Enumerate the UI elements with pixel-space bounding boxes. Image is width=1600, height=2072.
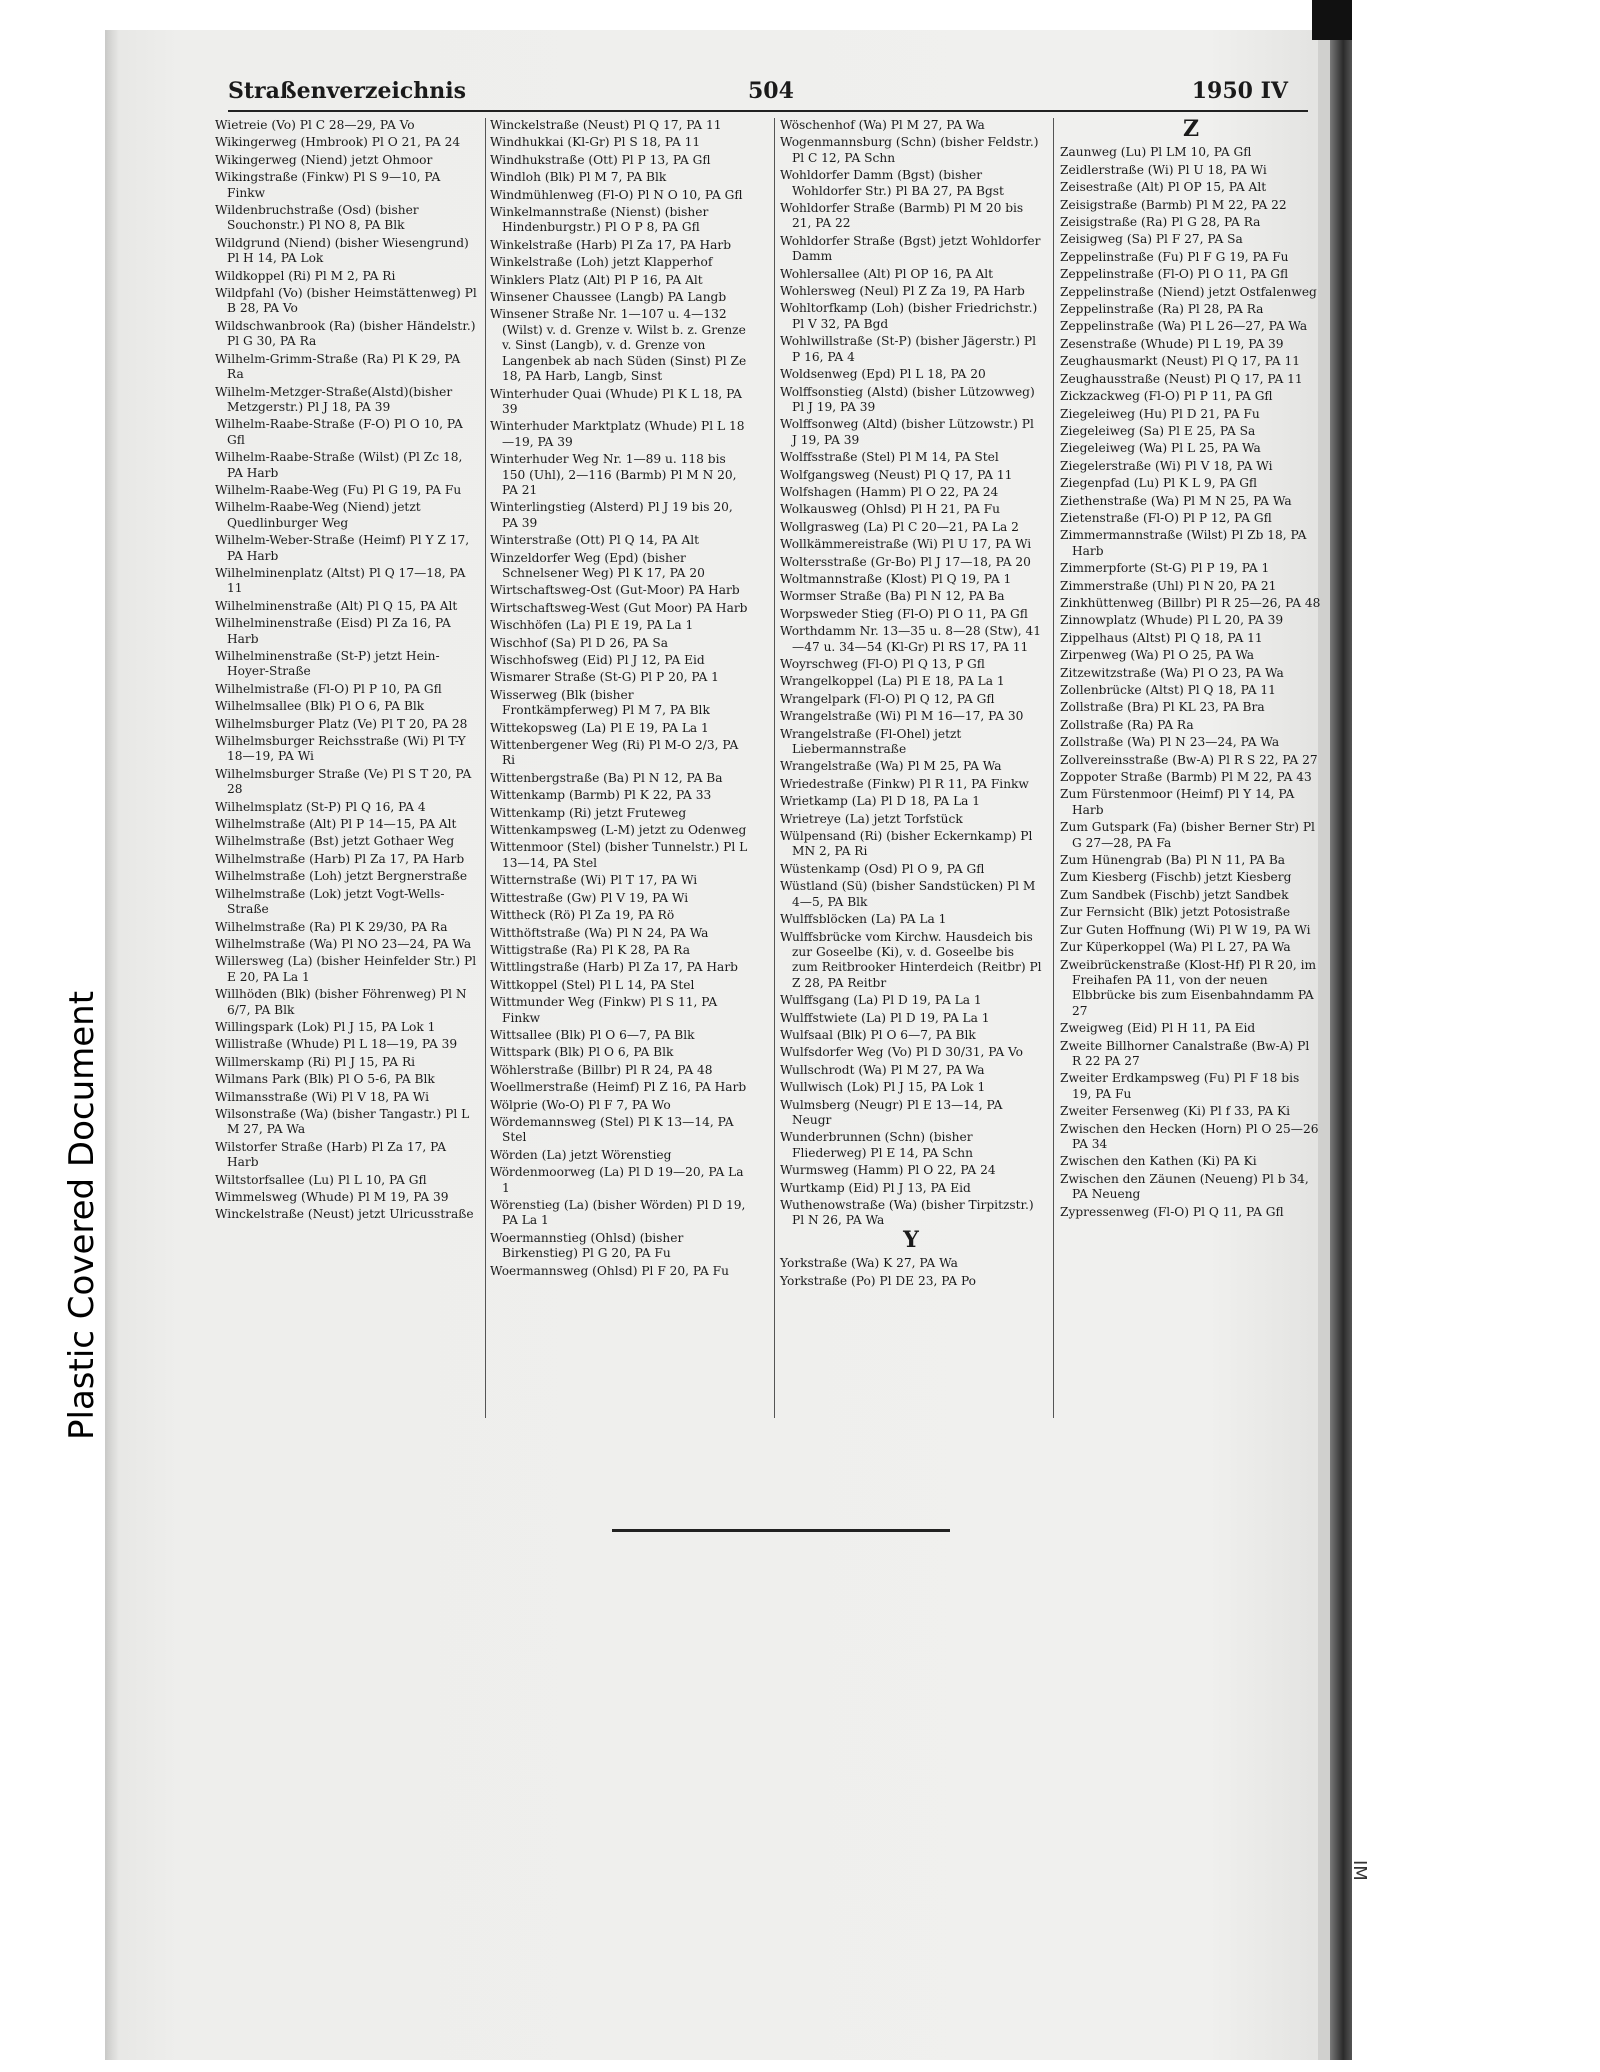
street-entry: Zeisestraße (Alt) Pl OP 15, PA Alt xyxy=(1060,180,1267,195)
street-entry: Zum Fürstenmoor (Heimf) Pl Y 14, PA Harb xyxy=(1060,787,1295,817)
street-entry: Wildkoppel (Ri) Pl M 2, PA Ri xyxy=(215,268,396,283)
street-entry: Ziethenstraße (Wa) Pl M N 25, PA Wa xyxy=(1060,493,1292,508)
section-letter: Z xyxy=(1182,116,1200,142)
street-entry: Worthdamm Nr. 13—35 u. 8—28 (Stw), 41—47 u. 34—54 (Kl-Gr) Pl RS 17, PA 11 xyxy=(780,624,1042,654)
street-entry: Wikingerweg (Hmbrook) Pl O 21, PA 24 xyxy=(215,135,461,150)
street-entry: Zietenstraße (Fl-O) Pl P 12, PA Gfl xyxy=(1060,510,1272,525)
street-entry: Wilmansstraße (Wi) Pl V 18, PA Wi xyxy=(215,1089,429,1104)
street-entry: Willmerskamp (Ri) Pl J 15, PA Ri xyxy=(215,1054,416,1069)
street-entry: Winterstraße (Ott) Pl Q 14, PA Alt xyxy=(490,533,700,548)
street-entry: Wittkoppel (Stel) Pl L 14, PA Stel xyxy=(490,977,695,992)
street-entry: Wilhelmsplatz (St-P) Pl Q 16, PA 4 xyxy=(215,799,426,814)
street-entry: Zum Sandbek (Fischb) jetzt Sandbek xyxy=(1060,887,1289,902)
street-entry: Winkelstraße (Loh) jetzt Klapperhof xyxy=(490,255,713,270)
street-entry: Wilhelmsburger Platz (Ve) Pl T 20, PA 28 xyxy=(215,716,468,731)
street-entry: Zitzewitzstraße (Wa) Pl O 23, PA Wa xyxy=(1060,665,1284,680)
street-entry: Ziegenpfad (Lu) Pl K L 9, PA Gfl xyxy=(1060,476,1258,491)
street-entry: Wilsonstraße (Wa) (bisher Tangastr.) Pl L M 27, PA Wa xyxy=(215,1106,470,1137)
street-entry: Wrangelkoppel (La) Pl E 18, PA La 1 xyxy=(780,674,1005,689)
street-entry: Wiltstorfsallee (Lu) Pl L 10, PA Gfl xyxy=(215,1172,427,1187)
street-entry: Zur Guten Hoffnung (Wi) Pl W 19, PA Wi xyxy=(1060,922,1311,937)
street-entry: Windhukstraße (Ott) Pl P 13, PA Gfl xyxy=(490,152,711,167)
street-entry: Wilhelmstraße (Loh) jetzt Bergnerstraße xyxy=(215,869,468,884)
street-entry: Winkelmannstraße (Nienst) (bisher Hindenburgstr.) Pl O P 8, PA Gfl xyxy=(490,205,709,235)
street-entry: Zum Hünengrab (Ba) Pl N 11, PA Ba xyxy=(1060,853,1286,868)
street-entry: Winklers Platz (Alt) Pl P 16, PA Alt xyxy=(490,272,703,287)
street-entry: Wohltorfkamp (Loh) (bisher Friedrichstr.) Pl V 32, PA Bgd xyxy=(780,301,1038,331)
street-entry: Windhukkai (Kl-Gr) Pl S 18, PA 11 xyxy=(490,135,701,150)
street-entry: Wilhelmstraße (Lok) jetzt Vogt-Wells-Straße xyxy=(215,886,445,917)
street-entry: Wittheck (Rö) Pl Za 19, PA Rö xyxy=(490,908,675,923)
street-entry: Wilhelminenstraße (Eisd) Pl Za 16, PA Harb xyxy=(215,616,451,646)
street-column-4 xyxy=(1060,118,1322,1222)
street-entry: Zeughausmarkt (Neust) Pl Q 17, PA 11 xyxy=(1060,354,1300,369)
street-entry: Zeppelinstraße (Niend) jetzt Ostfalenweg xyxy=(1060,284,1317,299)
street-entry: Worpsweder Stieg (Fl-O) Pl O 11, PA Gfl xyxy=(780,606,1028,621)
street-entry: Wildenbruchstraße (Osd) (bisher Souchonstr.) Pl NO 8, PA Blk xyxy=(215,203,419,233)
street-entry: Zypressenweg (Fl-O) Pl Q 11, PA Gfl xyxy=(1060,1204,1284,1219)
street-entry: Wrangelpark (Fl-O) Pl Q 12, PA Gfl xyxy=(780,691,995,706)
street-entry: Wikingerweg (Niend) jetzt Ohmoor xyxy=(215,152,433,167)
street-entry: Zweiter Erdkampsweg (Fu) Pl F 18 bis 19, PA Fu xyxy=(1060,1071,1300,1101)
street-entry: Zeisigstraße (Ra) Pl G 28, PA Ra xyxy=(1060,215,1261,230)
street-entry: Wörden (La) jetzt Wörenstieg xyxy=(490,1147,672,1162)
street-entry: Zeughausstraße (Neust) Pl Q 17, PA 11 xyxy=(1060,371,1303,386)
street-entry: Wirtschaftsweg-Ost (Gut-Moor) PA Harb xyxy=(490,583,740,598)
street-entry: Wilhelmstraße (Bst) jetzt Gothaer Weg xyxy=(215,834,455,849)
street-entry: Wilhelm-Raabe-Weg (Fu) Pl G 19, PA Fu xyxy=(215,482,462,497)
street-entry: Wullwisch (Lok) Pl J 15, PA Lok 1 xyxy=(780,1080,986,1095)
street-entry: Zinnowplatz (Whude) Pl L 20, PA 39 xyxy=(1060,613,1284,628)
street-entry: Zeppelinstraße (Wa) Pl L 26—27, PA Wa xyxy=(1060,319,1308,334)
street-entry: Willhöden (Blk) (bisher Föhrenweg) Pl N 6/7, PA Blk xyxy=(215,987,467,1017)
street-entry: Yorkstraße (Wa) K 27, PA Wa xyxy=(780,1256,958,1271)
street-entry: Woyrschweg (Fl-O) Pl Q 13, P Gfl xyxy=(780,657,985,671)
street-entry: Zweigweg (Eid) Pl H 11, PA Eid xyxy=(1060,1021,1256,1036)
street-entry: Wilhelmstraße (Ra) Pl K 29/30, PA Ra xyxy=(215,919,448,934)
street-entry: Windloh (Blk) Pl M 7, PA Blk xyxy=(490,170,667,185)
street-entry: Woellmerstraße (Heimf) Pl Z 16, PA Harb xyxy=(490,1080,747,1095)
street-entry: Wollkämmereistraße (Wi) Pl U 17, PA Wi xyxy=(780,537,1032,552)
street-entry: Wittigstraße (Ra) Pl K 28, PA Ra xyxy=(490,942,690,957)
street-entry: Ziegelerstraße (Wi) Pl V 18, PA Wi xyxy=(1060,458,1273,473)
street-entry: Wunderbrunnen (Schn) (bisher Fliederweg) Pl E 14, PA Schn xyxy=(780,1130,974,1160)
street-entry: Wilhelmistraße (Fl-O) Pl P 10, PA Gfl xyxy=(215,681,442,696)
street-entry: Wilhelminenplatz (Altst) Pl Q 17—18, PA 11 xyxy=(215,565,466,596)
street-entry: Wölprie (Wo-O) Pl F 7, PA Wo xyxy=(490,1097,671,1112)
end-rule xyxy=(612,1529,950,1532)
street-entry: Woltersstraße (Gr-Bo) Pl J 17—18, PA 20 xyxy=(780,554,1031,569)
street-entry: Wilstorfer Straße (Harb) Pl Za 17, PA Harb xyxy=(215,1139,447,1170)
street-entry: Wülpensand (Ri) (bisher Eckernkamp) Pl MN 2, PA Ri xyxy=(780,829,1033,859)
street-entry: Wolffsonstieg (Alstd) (bisher Lützowweg) Pl J 19, PA 39 xyxy=(780,384,1035,414)
street-entry: Wittspark (Blk) Pl O 6, PA Blk xyxy=(490,1045,674,1060)
street-entry: Zeppelinstraße (Ra) Pl 28, PA Ra xyxy=(1060,302,1264,317)
street-entry: Winkelstraße (Harb) Pl Za 17, PA Harb xyxy=(490,237,732,252)
street-entry: Winckelstraße (Neust) jetzt Ulricusstraße xyxy=(215,1207,474,1222)
street-entry: Wittenbergener Weg (Ri) Pl M-O 2/3, PA Ri xyxy=(490,738,739,768)
street-entry: Wohldorfer Damm (Bgst) (bisher Wohldorfer Str.) Pl BA 27, PA Bgst xyxy=(780,168,1004,198)
street-entry: Zum Kiesberg (Fischb) jetzt Kiesberg xyxy=(1060,870,1292,885)
street-entry: Zweite Billhorner Canalstraße (Bw-A) Pl R 22 PA 27 xyxy=(1060,1038,1310,1068)
street-entry: Zwischen den Kathen (Ki) PA Ki xyxy=(1060,1154,1257,1169)
street-entry: Zweibrückenstraße (Klost-Hf) Pl R 20, im Freihafen PA 11, von der neuen Elbbrücke bis zum Eisenbahndamm PA 27 xyxy=(1060,957,1317,1018)
street-entry: Zesenstraße (Whude) Pl L 19, PA 39 xyxy=(1060,336,1284,351)
street-entry: Wolkausweg (Ohlsd) Pl H 21, PA Fu xyxy=(780,502,1000,517)
street-entry: Wilhelm-Metzger-Straße(Alstd)(bisher Metzgerstr.) Pl J 18, PA 39 xyxy=(215,384,453,414)
street-entry: Wischhofsweg (Eid) Pl J 12, PA Eid xyxy=(490,653,705,667)
street-entry: Wimmelsweg (Whude) Pl M 19, PA 39 xyxy=(215,1190,449,1204)
street-entry: Wurmsweg (Hamm) Pl O 22, PA 24 xyxy=(780,1163,996,1178)
street-entry: Wilhelm-Raabe-Weg (Niend) jetzt Quedlinburger Weg xyxy=(215,500,421,530)
street-entry: Winckelstraße (Neust) Pl Q 17, PA 11 xyxy=(490,118,722,132)
street-entry: Wittenkamp (Barmb) Pl K 22, PA 33 xyxy=(490,788,712,803)
binding-mark: IM xyxy=(1349,1860,1370,1881)
street-column-3 xyxy=(780,118,1042,1291)
street-entry: Wilhelmsburger Straße (Ve) Pl S T 20, PA 28 xyxy=(215,766,472,797)
street-entry: Willersweg (La) (bisher Heinfelder Str.) Pl E 20, PA La 1 xyxy=(215,954,477,984)
street-entry: Willistraße (Whude) Pl L 18—19, PA 39 xyxy=(215,1037,458,1052)
street-entry: Wildpfahl (Vo) (bisher Heimstättenweg) Pl B 28, PA Vo xyxy=(215,286,477,316)
street-entry: Wietreie (Vo) Pl C 28—29, PA Vo xyxy=(215,118,415,132)
street-entry: Wohlwillstraße (St-P) (bisher Jägerstr.) Pl P 16, PA 4 xyxy=(780,334,1037,364)
street-entry: Wikingstraße (Finkw) Pl S 9—10, PA Finkw xyxy=(215,170,441,200)
street-entry: Wrangelstraße (Wi) Pl M 16—17, PA 30 xyxy=(780,709,1024,724)
street-entry: Zur Küperkoppel (Wa) Pl L 27, PA Wa xyxy=(1060,940,1291,955)
street-entry: Zirpenweg (Wa) Pl O 25, PA Wa xyxy=(1060,648,1255,663)
street-entry: Wördenmoorweg (La) Pl D 19—20, PA La 1 xyxy=(490,1165,744,1195)
street-entry: Willingspark (Lok) Pl J 15, PA Lok 1 xyxy=(215,1019,436,1034)
street-entry: Ziegeleiweg (Sa) Pl E 25, PA Sa xyxy=(1060,423,1256,438)
street-entry: Wulffsbrücke vom Kirchw. Hausdeich bis zur Goseelbe (Ki), v. d. Goseelbe bis zum Reitbrooker Hinterdeich (Reitbr) Pl Z 28, PA Reitbr xyxy=(780,929,1042,990)
street-entry: Wulfsdorfer Weg (Vo) Pl D 30/31, PA Vo xyxy=(780,1045,1024,1060)
street-entry: Woermannstieg (Ohlsd) (bisher Birkenstieg) Pl G 20, PA Fu xyxy=(490,1230,684,1261)
street-entry: Wolffsonweg (Altd) (bisher Lützowstr.) Pl J 19, PA 39 xyxy=(780,417,1034,447)
street-entry: Wörenstieg (La) (bisher Wörden) Pl D 19, PA La 1 xyxy=(490,1198,746,1228)
street-entry: Wohldorfer Straße (Bgst) jetzt Wohldorfer Damm xyxy=(780,233,1041,264)
street-entry: Yorkstraße (Po) Pl DE 23, PA Po xyxy=(780,1273,977,1288)
street-entry: Woldsenweg (Epd) Pl L 18, PA 20 xyxy=(780,367,986,382)
street-entry: Wirtschaftsweg-West (Gut Moor) PA Harb xyxy=(490,600,748,615)
plastic-covered-label: Plastic Covered Document xyxy=(62,990,102,1440)
street-entry: Wolffsstraße (Stel) Pl M 14, PA Stel xyxy=(780,450,999,465)
street-entry: Zwischen den Zäunen (Neueng) Pl b 34, PA Neueng xyxy=(1060,1171,1309,1202)
binding-strip xyxy=(1330,10,1352,2060)
street-entry: Zur Fernsicht (Blk) jetzt Potosistraße xyxy=(1060,905,1291,920)
street-entry: Wilhelmstraße (Harb) Pl Za 17, PA Harb xyxy=(215,851,465,866)
binding-corner xyxy=(1312,0,1352,40)
header-year: 1950 IV xyxy=(1191,78,1288,104)
street-entry: Wollgrasweg (La) Pl C 20—21, PA La 2 xyxy=(780,519,1019,534)
street-entry: Winterhuder Weg Nr. 1—89 u. 118 bis 150 (Uhl), 2—116 (Barmb) Pl M N 20, PA 21 xyxy=(490,452,737,497)
column-divider xyxy=(1053,118,1054,1418)
street-entry: Zeidlerstraße (Wi) Pl U 18, PA Wi xyxy=(1060,162,1267,177)
street-entry: Wilhelm-Raabe-Straße (F-O) Pl O 10, PA Gfl xyxy=(215,417,463,447)
street-entry: Zoppoter Straße (Barmb) Pl M 22, PA 43 xyxy=(1060,770,1312,785)
column-divider xyxy=(774,118,775,1418)
street-entry: Wohlersallee (Alt) Pl OP 16, PA Alt xyxy=(780,266,994,281)
header-title: Straßenverzeichnis xyxy=(228,78,466,104)
street-entry: Wittenkamp (Ri) jetzt Fruteweg xyxy=(490,805,687,820)
street-entry: Wolfshagen (Hamm) Pl O 22, PA 24 xyxy=(780,484,999,499)
street-entry: Zimmerpforte (St-G) Pl P 19, PA 1 xyxy=(1060,561,1270,576)
street-entry: Wullschrodt (Wa) Pl M 27, PA Wa xyxy=(780,1062,985,1077)
street-entry: Zeisigstraße (Barmb) Pl M 22, PA 22 xyxy=(1060,197,1287,212)
street-entry: Wismarer Straße (St-G) Pl P 20, PA 1 xyxy=(490,670,719,685)
page-header xyxy=(228,78,1308,110)
street-entry: Wulmsberg (Neugr) Pl E 13—14, PA Neugr xyxy=(780,1097,1003,1127)
street-entry: Zippelhaus (Altst) Pl Q 18, PA 11 xyxy=(1060,630,1263,645)
header-rule xyxy=(228,110,1308,112)
street-entry: Wilhelminenstraße (St-P) jetzt Hein-Hoyer-Straße xyxy=(215,649,440,679)
street-column-2 xyxy=(490,118,752,1281)
street-entry: Zum Gutspark (Fa) (bisher Berner Str) Pl G 27—28, PA Fa xyxy=(1060,820,1315,850)
street-entry: Wilmans Park (Blk) Pl O 5-6, PA Blk xyxy=(215,1072,435,1087)
street-entry: Zickzackweg (Fl-O) Pl P 11, PA Gfl xyxy=(1060,389,1273,404)
street-entry: Wrangelstraße (Wa) Pl M 25, PA Wa xyxy=(780,759,1002,774)
street-entry: Wittenbergstraße (Ba) Pl N 12, PA Ba xyxy=(490,770,723,785)
street-entry: Zinkhüttenweg (Billbr) Pl R 25—26, PA 48 xyxy=(1060,595,1321,610)
street-entry: Wittekopsweg (La) Pl E 19, PA La 1 xyxy=(490,720,709,735)
page-edge-left xyxy=(105,30,119,2060)
street-entry: Wriedestraße (Finkw) Pl R 11, PA Finkw xyxy=(780,776,1029,791)
street-entry: Wüstland (Sü) (bisher Sandstücken) Pl M 4—5, PA Blk xyxy=(780,879,1036,909)
street-entry: Wilhelmsburger Reichsstraße (Wi) Pl T-Y 18—19, PA Wi xyxy=(215,734,466,764)
street-entry: Wilhelmstraße (Wa) Pl NO 23—24, PA Wa xyxy=(215,936,472,951)
street-entry: Wilhelm-Grimm-Straße (Ra) Pl K 29, PA Ra xyxy=(215,351,461,382)
street-entry: Wildgrund (Niend) (bisher Wiesengrund) Pl H 14, PA Lok xyxy=(215,235,469,266)
street-entry: Woermannsweg (Ohlsd) Pl F 20, PA Fu xyxy=(490,1263,729,1278)
street-entry: Wittlingstraße (Harb) Pl Za 17, PA Harb xyxy=(490,960,738,975)
street-entry: Wüstenkamp (Osd) Pl O 9, PA Gfl xyxy=(780,861,985,876)
street-entry: Zollstraße (Ra) PA Ra xyxy=(1060,717,1194,732)
street-entry: Wogenmannsburg (Schn) (bisher Feldstr.) Pl C 12, PA Schn xyxy=(780,135,1039,165)
street-entry: Winsener Straße Nr. 1—107 u. 4—132 (Wilst) v. d. Grenze v. Wilst b. z. Grenze v. Sinst (Langb), v. d. Grenze von Langenbek ab nach Süden (Sinst) Pl Ze 18, PA Harb, Langb, Sinst xyxy=(490,307,747,384)
street-entry: Zwischen den Hecken (Horn) Pl O 25—26 PA 34 xyxy=(1060,1121,1319,1151)
street-entry: Wöhlerstraße (Billbr) Pl R 24, PA 48 xyxy=(490,1062,713,1077)
street-entry: Wilhelmsallee (Blk) Pl O 6, PA Blk xyxy=(215,699,425,714)
street-entry: Wildschwanbrook (Ra) (bisher Händelstr.) Pl G 30, PA Ra xyxy=(215,318,476,349)
street-entry: Wohldorfer Straße (Barmb) Pl M 20 bis 21, PA 22 xyxy=(780,201,1024,231)
street-entry: Wulfsaal (Blk) Pl O 6—7, PA Blk xyxy=(780,1027,976,1042)
street-entry: Wrietkamp (La) Pl D 18, PA La 1 xyxy=(780,794,981,809)
street-entry: Wormser Straße (Ba) Pl N 12, PA Ba xyxy=(780,589,1005,604)
street-entry: Wulffstwiete (La) Pl D 19, PA La 1 xyxy=(780,1010,990,1025)
street-entry: Winsener Chaussee (Langb) PA Langb xyxy=(490,290,727,305)
street-entry: Zollvereinsstraße (Bw-A) Pl R S 22, PA 27 xyxy=(1060,752,1318,767)
street-entry: Zeppelinstraße (Fl-O) Pl O 11, PA Gfl xyxy=(1060,267,1289,282)
street-entry: Zimmerstraße (Uhl) Pl N 20, PA 21 xyxy=(1060,578,1277,593)
street-entry: Wurtkamp (Eid) Pl J 13, PA Eid xyxy=(780,1180,971,1195)
street-entry: Witthöftstraße (Wa) Pl N 24, PA Wa xyxy=(490,925,709,940)
street-entry: Wittsallee (Blk) Pl O 6—7, PA Blk xyxy=(490,1027,695,1042)
street-entry: Wrangelstraße (Fl-Ohel) jetzt Liebermannstraße xyxy=(780,726,962,757)
page-number: 504 xyxy=(748,78,794,104)
street-entry: Wilhelm-Weber-Straße (Heimf) Pl Y Z 17, PA Harb xyxy=(215,533,470,563)
street-entry: Wittestraße (Gw) Pl V 19, PA Wi xyxy=(490,890,689,905)
section-letter: Y xyxy=(903,1226,919,1253)
street-entry: Zimmermannstraße (Wilst) Pl Zb 18, PA Harb xyxy=(1060,528,1307,558)
street-entry: Wrietreye (La) jetzt Torfstück xyxy=(780,811,963,826)
street-entry: Wördemannsweg (Stel) Pl K 13—14, PA Stel xyxy=(490,1114,734,1145)
street-column-1 xyxy=(215,118,477,1225)
street-entry: Wittmunder Weg (Finkw) Pl S 11, PA Finkw xyxy=(490,995,718,1025)
street-entry: Wilhelminenstraße (Alt) Pl Q 15, PA Alt xyxy=(215,598,458,613)
street-entry: Winterhuder Marktplatz (Whude) Pl L 18—19, PA 39 xyxy=(490,419,745,449)
street-entry: Ziegeleiweg (Wa) Pl L 25, PA Wa xyxy=(1060,441,1261,456)
street-entry: Winterlingstieg (Alsterd) Pl J 19 bis 20, PA 39 xyxy=(490,500,733,530)
street-entry: Windmühlenweg (Fl-O) Pl N O 10, PA Gfl xyxy=(490,187,743,202)
street-entry: Wilhelmstraße (Alt) Pl P 14—15, PA Alt xyxy=(215,817,457,832)
street-entry: Wuthenowstraße (Wa) (bisher Tirpitzstr.) Pl N 26, PA Wa xyxy=(780,1198,1034,1228)
column-divider xyxy=(485,118,486,1418)
street-entry: Zweiter Fersenweg (Ki) Pl f 33, PA Ki xyxy=(1060,1104,1291,1119)
street-entry: Wittenmoor (Stel) (bisher Tunnelstr.) Pl L 13—14, PA Stel xyxy=(490,840,748,870)
street-entry: Wischhöfen (La) Pl E 19, PA La 1 xyxy=(490,618,694,633)
street-entry: Wittenkampsweg (L-M) jetzt zu Odenweg xyxy=(490,823,747,838)
street-entry: Wohlersweg (Neul) Pl Z Za 19, PA Harb xyxy=(780,284,1025,299)
street-entry: Witternstraße (Wi) Pl T 17, PA Wi xyxy=(490,873,698,888)
street-entry: Wischhof (Sa) Pl D 26, PA Sa xyxy=(490,635,668,650)
street-entry: Zollenbrücke (Altst) Pl Q 18, PA 11 xyxy=(1060,683,1276,697)
street-entry: Wulffsgang (La) Pl D 19, PA La 1 xyxy=(780,993,982,1008)
street-entry: Zeppelinstraße (Fu) Pl F G 19, PA Fu xyxy=(1060,249,1289,264)
street-entry: Wilhelm-Raabe-Straße (Wilst) (Pl Zc 18, PA Harb xyxy=(215,450,463,480)
street-entry: Zaunweg (Lu) Pl LM 10, PA Gfl xyxy=(1060,145,1252,160)
street-entry: Zeisigweg (Sa) Pl F 27, PA Sa xyxy=(1060,232,1243,247)
street-entry: Winterhuder Quai (Whude) Pl K L 18, PA 39 xyxy=(490,386,742,416)
street-entry: Zollstraße (Wa) Pl N 23—24, PA Wa xyxy=(1060,735,1280,750)
street-entry: Wöschenhof (Wa) Pl M 27, PA Wa xyxy=(780,118,985,132)
street-entry: Zollstraße (Bra) Pl KL 23, PA Bra xyxy=(1060,700,1265,715)
street-entry: Wisserweg (Blk (bisher Frontkämpferweg) Pl M 7, PA Blk xyxy=(490,687,710,718)
street-entry: Wolfgangsweg (Neust) Pl Q 17, PA 11 xyxy=(780,467,1013,482)
street-entry: Winzeldorfer Weg (Epd) (bisher Schnelsener Weg) Pl K 17, PA 20 xyxy=(490,550,705,580)
street-entry: Wulffsblöcken (La) PA La 1 xyxy=(780,912,947,927)
street-entry: Ziegeleiweg (Hu) Pl D 21, PA Fu xyxy=(1060,406,1260,421)
street-entry: Woltmannstraße (Klost) Pl Q 19, PA 1 xyxy=(780,571,1012,586)
